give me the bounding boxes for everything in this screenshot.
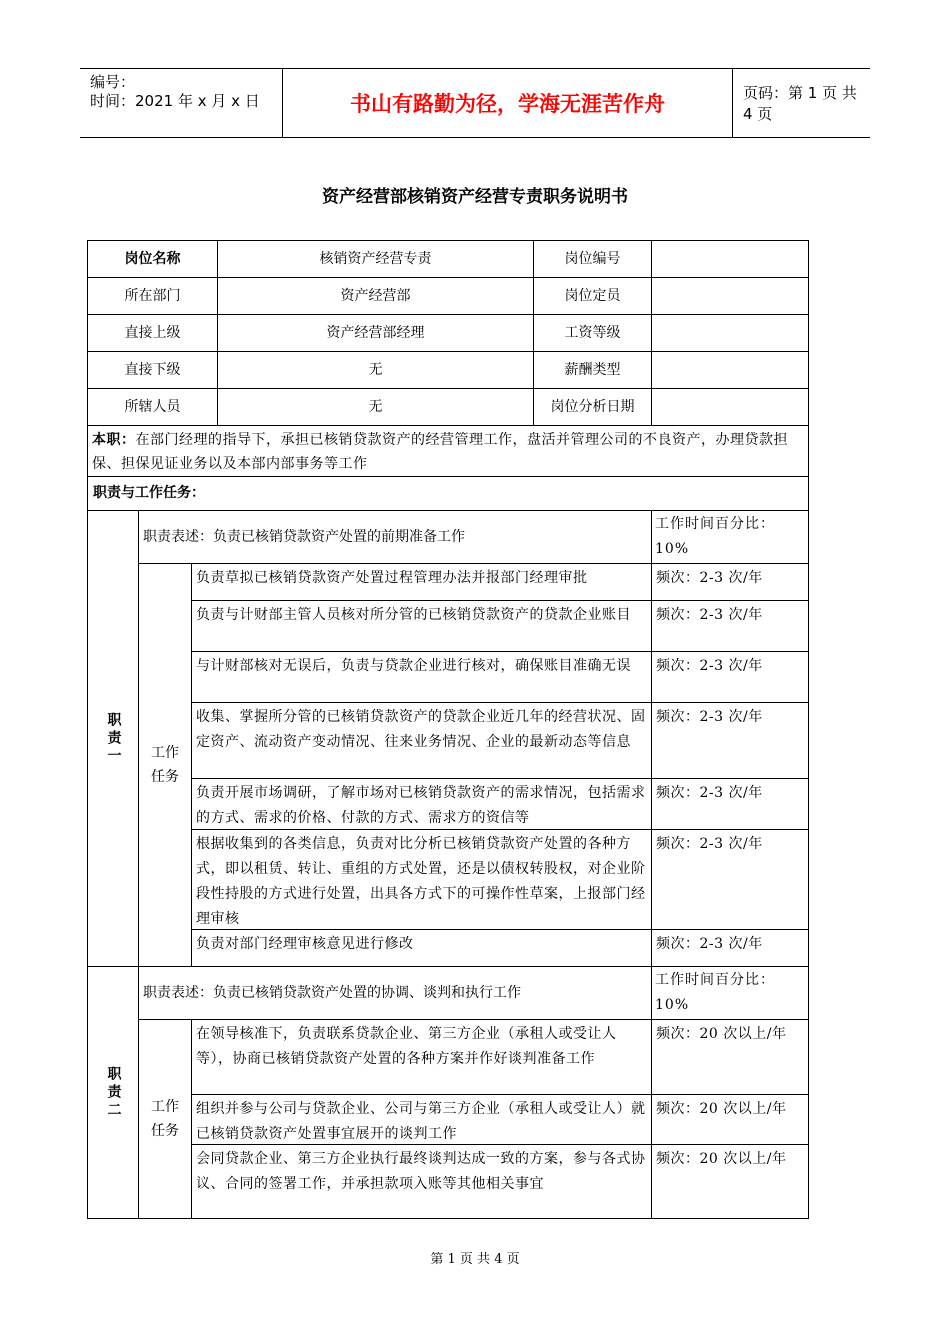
core-duty [87, 425, 809, 477]
duty2-task-text: 会同贷款企业、第三方企业执行最终谈判达成一致的方案，参与各式协议、合同的签署工作，并承担款项入账等其他相关事宜 [191, 1144, 652, 1219]
duty2-task-text: 在领导核准下，负责联系贷款企业、第三方企业（承租人或受让人等），协商已核销贷款资产处置的各种方案并作好谈判准备工作 [191, 1019, 652, 1095]
duty1-task-label-2: 任务 [151, 769, 179, 785]
duty2-task-frequency: 频次：20 次以上/年 [651, 1019, 809, 1095]
grade-label: 工资等级 [533, 314, 652, 352]
duty1-task-text: 负责与计财部主管人员核对所分管的已核销贷款资产的贷款企业账目 [191, 600, 652, 652]
duty1-task-text: 负责对部门经理审核意见进行修改 [191, 929, 652, 967]
duty1-task-frequency: 频次：2-3 次/年 [651, 702, 809, 779]
pay-type-value [651, 351, 809, 389]
doc-time-label: 时间：2021 年 x 月 x 日 [90, 92, 260, 110]
dept-value: 资产经营部 [217, 277, 534, 315]
duty1-task-label-cell [138, 563, 192, 967]
duty1-task-frequency: 频次：2-3 次/年 [651, 563, 809, 601]
doc-number-label: 编号： [90, 73, 136, 91]
duty1-task-frequency: 频次：2-3 次/年 [651, 651, 809, 703]
analysis-date-label: 岗位分析日期 [533, 388, 652, 426]
duty2-time-cell [651, 966, 809, 1020]
duty2-task-text: 组织并参与公司与贷款企业、公司与第三方企业（承租人或受让人）就已核销贷款资产处置事宜展开的谈判工作 [191, 1094, 652, 1145]
superior-value: 资产经营部经理 [217, 314, 534, 352]
duty2-time-label: 工作时间百分比： [655, 972, 775, 988]
duty1-task-frequency: 频次：2-3 次/年 [651, 829, 809, 930]
duties-heading: 职责与工作任务： [87, 476, 809, 511]
position-no-label: 岗位编号 [533, 240, 652, 278]
duty1-statement: 职责表述：负责已核销贷款资产处置的前期准备工作 [138, 510, 652, 564]
duty1-task-text: 负责开展市场调研，了解市场对已核销贷款资产的需求情况，包括需求的方式、需求的价格、付款的方式、需求方的资信等 [191, 778, 652, 830]
headcount-value [651, 277, 809, 315]
page-footer: 第 1 页 共 4 页 [430, 1252, 520, 1267]
analysis-date-value [651, 388, 809, 426]
duty2-label: 职责二 [105, 1065, 122, 1120]
duty2-task-label-2: 任务 [151, 1123, 179, 1139]
dept-label: 所在部门 [87, 277, 218, 315]
duty1-task-text: 负责草拟已核销贷款资产处置过程管理办法并报部门经理审批 [191, 563, 652, 601]
headcount-label: 岗位定员 [533, 277, 652, 315]
duty1-time-cell [651, 510, 809, 564]
header-left [80, 69, 282, 137]
staff-label: 所辖人员 [87, 388, 218, 426]
job-description-table [87, 240, 809, 1219]
duty2-task-label-cell [138, 1019, 192, 1219]
duty1-task-text: 与计财部核对无误后，负责与贷款企业进行核对，确保账目准确无误 [191, 651, 652, 703]
grade-value [651, 314, 809, 352]
duty2-statement: 职责表述：负责已核销贷款资产处置的协调、谈判和执行工作 [138, 966, 652, 1020]
core-duty-text: 在部门经理的指导下，承担已核销贷款资产的经营管理工作，盘活并管理公司的不良资产，办理贷款担保、担保见证业务以及本部内部事务等工作 [92, 432, 788, 472]
subordinate-label: 直接下级 [87, 351, 218, 389]
staff-value: 无 [217, 388, 534, 426]
duty2-task-label-1: 工作 [151, 1099, 179, 1115]
duty2-task-frequency: 频次：20 次以上/年 [651, 1144, 809, 1219]
duty1-task-text: 收集、掌握所分管的已核销贷款资产的贷款企业近几年的经营状况、固定资产、流动资产变动情况、往来业务情况、企业的最新动态等信息 [191, 702, 652, 779]
superior-label: 直接上级 [87, 314, 218, 352]
duty1-label-cell [87, 510, 139, 967]
header-page-info: 页码：第 1 页 共 4 页 [743, 84, 857, 123]
duty1-time-label: 工作时间百分比： [655, 516, 775, 532]
duty1-task-frequency: 频次：2-3 次/年 [651, 600, 809, 652]
pay-type-label: 薪酬类型 [533, 351, 652, 389]
position-name-label: 岗位名称 [87, 240, 218, 278]
duty1-label: 职责一 [105, 711, 122, 766]
header-slogan: 书山有路勤为径，学海无涯苦作舟 [282, 69, 733, 137]
document-header [80, 68, 870, 138]
duty2-label-cell [87, 966, 139, 1219]
duty1-task-frequency: 频次：2-3 次/年 [651, 778, 809, 830]
duty2-time-value: 10% [655, 997, 690, 1013]
subordinate-value: 无 [217, 351, 534, 389]
position-name-value: 核销资产经营专责 [217, 240, 534, 278]
duty1-task-frequency: 频次：2-3 次/年 [651, 929, 809, 967]
document-title: 资产经营部核销资产经营专责职务说明书 [322, 187, 628, 207]
duty1-task-text: 根据收集到的各类信息，负责对比分析已核销贷款资产处置的各种方式，即以租赁、转让、重组的方式处置，还是以债权转股权，对企业阶段性持股的方式进行处置，出具各方式下的可操作性草案，上报部门经理审核 [191, 829, 652, 930]
duty1-task-label-1: 工作 [151, 745, 179, 761]
position-no-value [651, 240, 809, 278]
core-duty-label: 本职： [92, 432, 136, 448]
duty2-task-frequency: 频次：20 次以上/年 [651, 1094, 809, 1145]
duty1-time-value: 10% [655, 541, 690, 557]
